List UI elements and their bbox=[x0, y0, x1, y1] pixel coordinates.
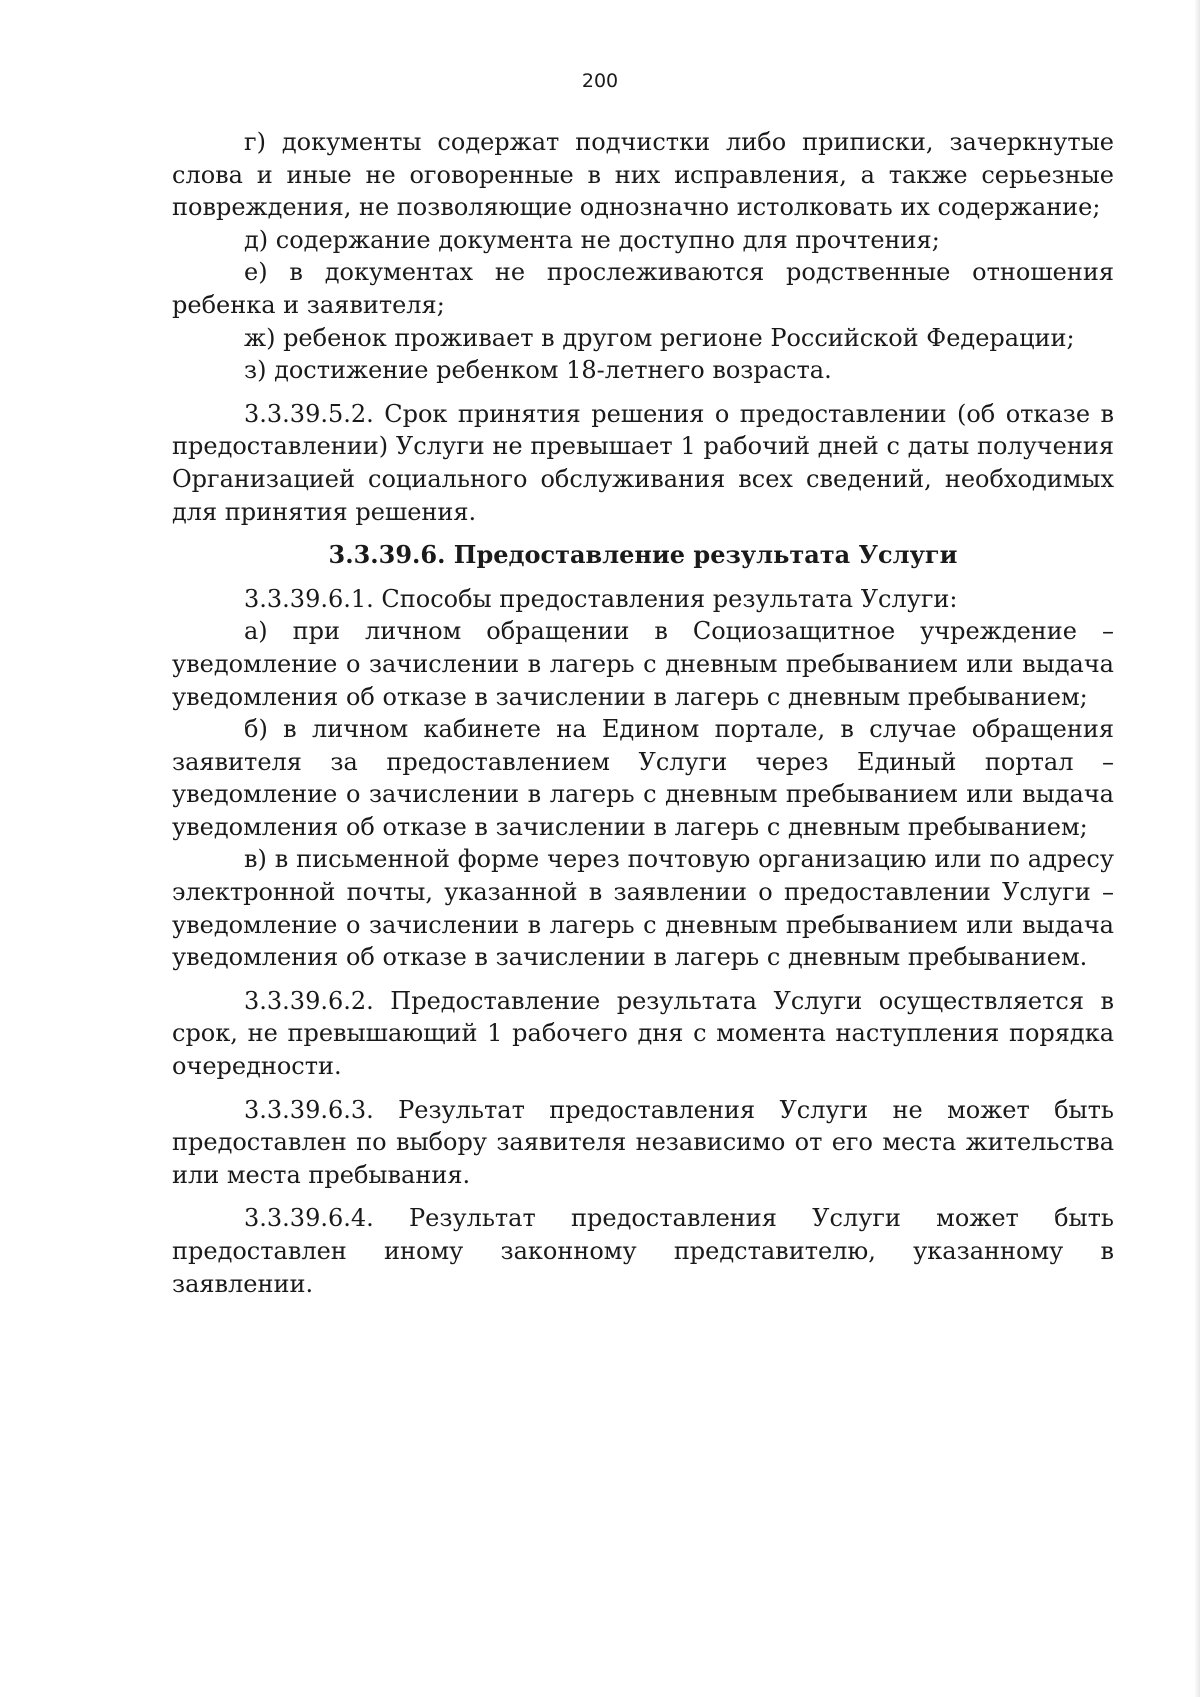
page-number: 200 bbox=[581, 70, 619, 92]
clause-3-3-39-5-2: 3.3.39.5.2. Срок принятия решения о предоставлении (об отказе в предоставлении) Услуги не превышает 1 рабочий дней с даты получения Организацией социального обслуживания всех сведений, необходимых для принятия решения. bbox=[172, 399, 1114, 526]
document-body bbox=[172, 126, 1114, 1300]
clause-3-3-39-6-4: 3.3.39.6.4. Результат предоставления Услуги может быть предоставлен иному законному представителю, указанному в заявлении. bbox=[172, 1204, 1114, 1298]
list-item-d: д) содержание документа не доступно для прочтения; bbox=[244, 225, 940, 254]
list-item-z: з) достижение ребенком 18-летнего возраста. bbox=[244, 356, 832, 385]
list-item-a: а) при личном обращении в Социозащитное учреждение – уведомление о зачислении в лагерь с дневным пребыванием или выдача уведомления об отказе в зачислении в лагерь с дневным пребыванием; bbox=[172, 617, 1114, 711]
clause-3-3-39-6-3: 3.3.39.6.3. Результат предоставления Услуги не может быть предоставлен по выбору заявителя независимо от его места жительства или места пребывания. bbox=[172, 1095, 1114, 1189]
clause-3-3-39-6-2: 3.3.39.6.2. Предоставление результата Услуги осуществляется в срок, не превышающий 1 рабочего дня с момента наступления порядка очередности. bbox=[172, 986, 1114, 1081]
page-edge-shadow bbox=[1194, 0, 1200, 1697]
list-item-b: б) в личном кабинете на Едином портале, в случае обращения заявителя за предоставлением Услуги через Единый портал – уведомление о зачислении в лагерь с дневным пребыванием или выдача уведомления об отказе в зачислении в лагерь с дневным пребыванием; bbox=[172, 715, 1114, 841]
list-item-g: г) документы содержат подчистки либо приписки, зачеркнутые слова и иные не оговоренные в них исправления, а также серьезные повреждения, не позволяющие однозначно истолковать их содержание; bbox=[172, 128, 1114, 222]
list-item-e: е) в документах не прослеживаются родственные отношения ребенка и заявителя; bbox=[172, 258, 1114, 319]
section-heading: 3.3.39.6. Предоставление результата Услуги bbox=[328, 540, 958, 570]
list-item-v: в) в письменной форме через почтовую организацию или по адресу электронной почты, указанной в заявлении о предоставлении Услуги – уведомление о зачислении в лагерь с дневным пребыванием или выдача уведомления об отказе в зачислении в лагерь с дневным пребыванием. bbox=[172, 845, 1114, 972]
clause-3-3-39-6-1: 3.3.39.6.1. Способы предоставления результата Услуги: bbox=[244, 584, 958, 613]
list-item-zh: ж) ребенок проживает в другом регионе Российской Федерации; bbox=[244, 323, 1075, 352]
